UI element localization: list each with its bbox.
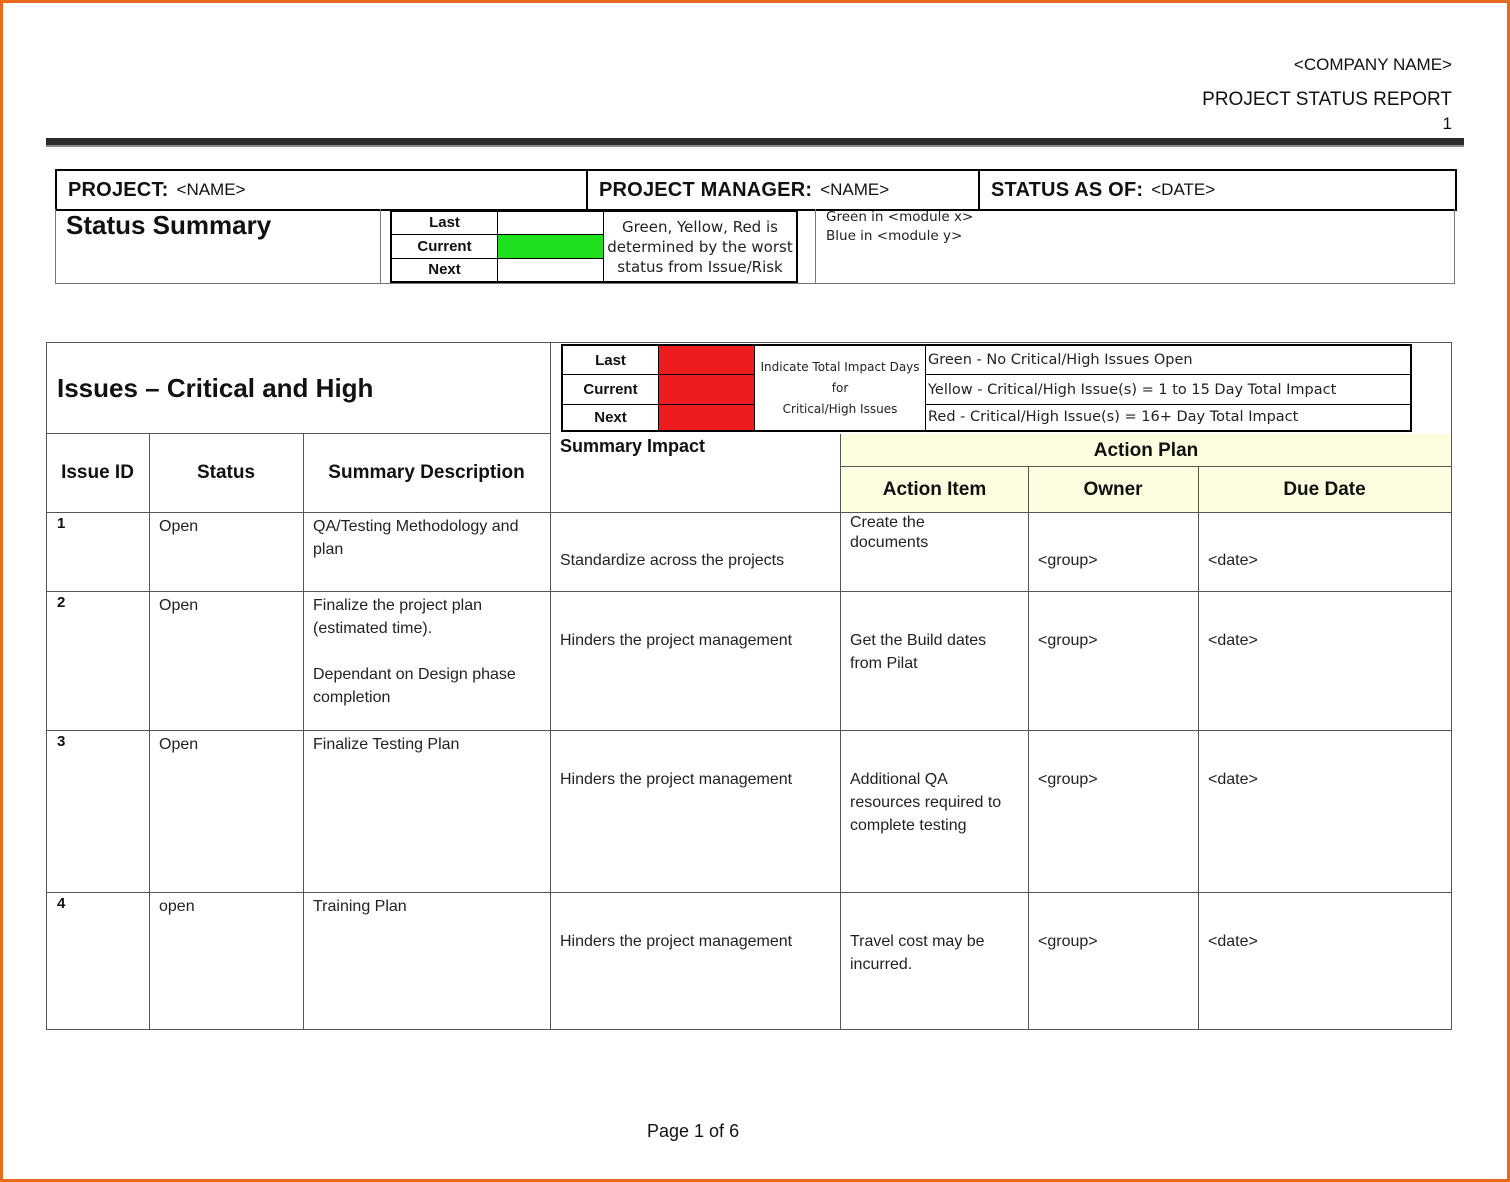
issues-color-swatch xyxy=(659,375,755,405)
issue-status: Open xyxy=(159,736,199,753)
company-name: <COMPANY NAME> xyxy=(1293,55,1452,74)
module-note-line: Green in <module x> xyxy=(826,209,974,225)
description-line: Finalize Testing Plan xyxy=(313,736,460,753)
note-line: Indicate Total Impact Days for xyxy=(760,359,920,395)
col-action-plan: Action Plan xyxy=(1093,440,1199,461)
description-line: plan xyxy=(313,541,344,558)
description-line: Dependant on Design phase xyxy=(313,666,516,683)
divider xyxy=(380,209,381,283)
module-note xyxy=(826,208,973,246)
manager-value: <NAME> xyxy=(820,180,890,199)
status-summary-indicator xyxy=(390,210,798,283)
action-line: documents xyxy=(850,534,929,551)
issues-color-swatch xyxy=(659,345,755,375)
note-line: determined by the worst xyxy=(607,237,793,256)
issue-description xyxy=(313,515,518,561)
column-divider xyxy=(1198,466,1199,1030)
header-page-number: 1 xyxy=(1442,114,1452,133)
status-color-swatch xyxy=(498,234,604,258)
column-divider xyxy=(840,434,841,1030)
status-color-swatch xyxy=(498,211,604,234)
row-divider xyxy=(46,433,550,434)
issue-impact: Hinders the project management xyxy=(560,933,793,950)
due-date: <date> xyxy=(1208,933,1258,950)
action-item xyxy=(850,513,928,553)
issues-color-swatch xyxy=(659,404,755,431)
legend-yellow: Yellow - Critical/High Issue(s) = 1 to 15 Day Total Impact xyxy=(926,375,1412,405)
owner: <group> xyxy=(1038,933,1098,950)
issues-row-label: Next xyxy=(562,404,659,431)
issues-row-label: Last xyxy=(562,345,659,375)
issues-status-indicator xyxy=(561,344,1412,432)
issue-id: 2 xyxy=(57,594,66,611)
status-as-of-label: STATUS AS OF: xyxy=(991,178,1144,201)
column-divider xyxy=(149,433,150,1030)
issue-id: 4 xyxy=(57,895,66,912)
description-line: Training Plan xyxy=(313,898,407,915)
description-line: (estimated time). xyxy=(313,620,433,637)
issue-impact: Hinders the project management xyxy=(560,771,793,788)
column-divider xyxy=(303,433,304,1030)
owner: <group> xyxy=(1038,552,1098,569)
issue-description xyxy=(313,733,459,756)
project-cell xyxy=(57,171,586,209)
action-line: complete testing xyxy=(850,817,967,834)
description-line: QA/Testing Methodology and xyxy=(313,518,519,535)
legend-green: Green - No Critical/High Issues Open xyxy=(926,345,1412,375)
row-divider xyxy=(841,466,1451,467)
issue-status: open xyxy=(159,898,195,915)
status-date-cell xyxy=(978,171,1455,209)
col-issue-id: Issue ID xyxy=(61,462,134,483)
owner: <group> xyxy=(1038,771,1098,788)
issues-row-label: Current xyxy=(562,375,659,405)
status-rule-note xyxy=(604,211,798,282)
issue-status: Open xyxy=(159,597,199,614)
column-divider xyxy=(550,342,551,1030)
status-row-label: Current xyxy=(391,234,498,258)
note-line: status from Issue/Risk xyxy=(617,257,783,276)
status-summary-title: Status Summary xyxy=(66,210,272,240)
issue-id: 3 xyxy=(57,733,66,750)
action-line: from Pilat xyxy=(850,655,918,672)
row-divider xyxy=(46,591,1452,592)
header-rule-thin xyxy=(46,145,1464,147)
report-title: PROJECT STATUS REPORT xyxy=(1202,89,1452,110)
project-label: PROJECT: xyxy=(68,178,169,201)
status-color-swatch xyxy=(498,258,604,282)
description-line: Finalize the project plan xyxy=(313,597,482,614)
due-date: <date> xyxy=(1208,771,1258,788)
action-item xyxy=(850,930,985,976)
action-line: Travel cost may be xyxy=(850,933,985,950)
status-row-label: Next xyxy=(391,258,498,282)
divider xyxy=(815,209,816,283)
note-line: Critical/High Issues xyxy=(782,401,898,416)
action-line: incurred. xyxy=(850,956,913,973)
col-summary-impact: Summary Impact xyxy=(560,436,706,456)
manager-label: PROJECT MANAGER: xyxy=(599,178,813,201)
action-line: Get the Build dates xyxy=(850,632,987,649)
action-item xyxy=(850,629,986,675)
column-divider xyxy=(1028,466,1029,1030)
page-footer: Page 1 of 6 xyxy=(647,1121,740,1141)
col-status: Status xyxy=(196,462,256,483)
status-row-label: Last xyxy=(391,211,498,234)
row-divider xyxy=(46,512,1452,513)
manager-cell xyxy=(586,171,978,209)
row-divider xyxy=(46,730,1452,731)
col-due-date: Due Date xyxy=(1283,479,1366,500)
issue-impact: Hinders the project management xyxy=(560,632,793,649)
owner: <group> xyxy=(1038,632,1098,649)
impact-note xyxy=(755,345,926,431)
row-divider xyxy=(46,892,1452,893)
status-as-of-value: <DATE> xyxy=(1151,180,1216,199)
header-rule xyxy=(46,138,1464,145)
issue-id: 1 xyxy=(57,515,66,532)
project-info-bar xyxy=(55,169,1457,211)
module-note-line: Blue in <module y> xyxy=(826,228,963,244)
action-line: Create the xyxy=(850,514,925,531)
action-line: Additional QA xyxy=(850,771,948,788)
due-date: <date> xyxy=(1208,552,1258,569)
project-value: <NAME> xyxy=(176,180,246,199)
action-line: resources required to xyxy=(850,794,1002,811)
action-item xyxy=(850,768,1001,837)
note-line: Green, Yellow, Red is xyxy=(622,217,778,236)
col-owner: Owner xyxy=(1083,479,1143,500)
issue-impact: Standardize across the projects xyxy=(560,552,785,569)
issue-status: Open xyxy=(159,518,199,535)
col-summary-description: Summary Description xyxy=(328,462,525,483)
due-date: <date> xyxy=(1208,632,1258,649)
legend-red: Red - Critical/High Issue(s) = 16+ Day Total Impact xyxy=(926,404,1412,431)
issue-description xyxy=(313,895,407,918)
col-action-item: Action Item xyxy=(882,479,987,500)
issues-title: Issues – Critical and High xyxy=(57,373,374,403)
issue-description xyxy=(313,594,516,709)
description-line: completion xyxy=(313,689,391,706)
